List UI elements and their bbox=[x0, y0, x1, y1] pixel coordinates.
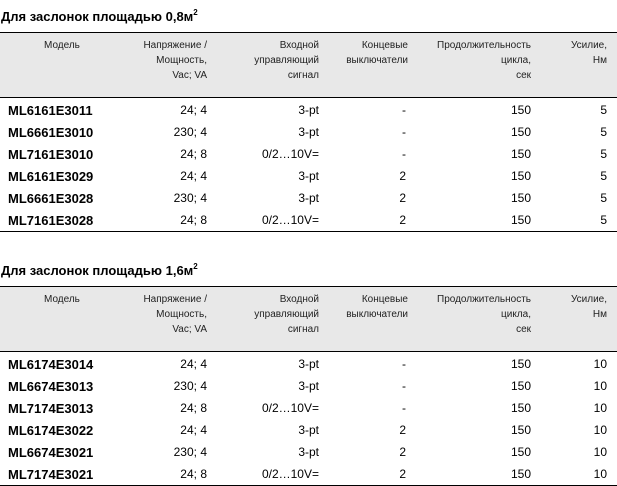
cell-model: ML7161E3028 bbox=[8, 213, 94, 228]
table-row bbox=[0, 375, 617, 397]
cell-duration: 150 bbox=[510, 169, 531, 183]
header-force: Усилие, Нм bbox=[570, 294, 607, 320]
cell-duration: 150 bbox=[510, 423, 531, 437]
cell-force: 5 bbox=[600, 213, 607, 227]
cell-force: 5 bbox=[600, 103, 607, 117]
table-body bbox=[0, 353, 617, 486]
cell-model: ML6674E3021 bbox=[8, 445, 94, 460]
table-header bbox=[0, 287, 617, 352]
cell-switches: - bbox=[402, 401, 406, 415]
table-row bbox=[0, 419, 617, 441]
table-row bbox=[0, 99, 617, 121]
table-row bbox=[0, 187, 617, 209]
cell-signal: 0/2…10V= bbox=[261, 147, 319, 161]
cell-duration: 150 bbox=[510, 445, 531, 459]
header-switches: Концевые выключатели bbox=[346, 40, 408, 66]
cell-duration: 150 bbox=[510, 103, 531, 117]
cell-signal: 3-pt bbox=[298, 379, 319, 393]
cell-model: ML7174E3021 bbox=[8, 467, 94, 482]
cell-force: 5 bbox=[600, 125, 607, 139]
cell-switches: - bbox=[402, 103, 406, 117]
cell-signal: 3-pt bbox=[298, 169, 319, 183]
header-switches: Концевые выключатели bbox=[346, 294, 408, 320]
cell-duration: 150 bbox=[510, 147, 531, 161]
cell-model: ML6174E3014 bbox=[8, 357, 94, 372]
cell-duration: 150 bbox=[510, 191, 531, 205]
cell-force: 10 bbox=[593, 379, 607, 393]
table-row bbox=[0, 165, 617, 187]
header-model: Модель bbox=[44, 40, 80, 51]
cell-switches: 2 bbox=[399, 423, 406, 437]
cell-voltage: 24; 8 bbox=[180, 467, 207, 481]
section-title: Для заслонок площадью $1,6м^2$ bbox=[1, 262, 198, 278]
cell-voltage: 230; 4 bbox=[173, 379, 207, 393]
cell-voltage: 24; 8 bbox=[180, 213, 207, 227]
cell-signal: 3-pt bbox=[298, 103, 319, 117]
cell-force: 10 bbox=[593, 357, 607, 371]
table-body bbox=[0, 99, 617, 232]
cell-model: ML6661E3010 bbox=[8, 125, 94, 140]
cell-voltage: 230; 4 bbox=[173, 125, 207, 139]
cell-force: 5 bbox=[600, 191, 607, 205]
header-voltage: Напряжение / Мощность, Vac; VA bbox=[143, 294, 207, 335]
cell-voltage: 24; 4 bbox=[180, 169, 207, 183]
cell-model: ML6161E3029 bbox=[8, 169, 94, 184]
cell-force: 5 bbox=[600, 169, 607, 183]
cell-switches: - bbox=[402, 147, 406, 161]
header-signal: Входной управляющий сигнал bbox=[254, 40, 319, 81]
cell-voltage: 24; 8 bbox=[180, 147, 207, 161]
cell-signal: 3-pt bbox=[298, 445, 319, 459]
cell-switches: 2 bbox=[399, 191, 406, 205]
cell-duration: 150 bbox=[510, 357, 531, 371]
header-model: Модель bbox=[44, 294, 80, 305]
cell-signal: 3-pt bbox=[298, 125, 319, 139]
cell-switches: 2 bbox=[399, 445, 406, 459]
cell-switches: 2 bbox=[399, 467, 406, 481]
spec-table bbox=[0, 286, 617, 486]
cell-duration: 150 bbox=[510, 125, 531, 139]
header-duration: Продолжительность цикла, сек bbox=[437, 294, 531, 335]
cell-force: 10 bbox=[593, 423, 607, 437]
cell-model: ML6661E3028 bbox=[8, 191, 94, 206]
spec-table bbox=[0, 32, 617, 232]
header-signal: Входной управляющий сигнал bbox=[254, 294, 319, 335]
table-header bbox=[0, 33, 617, 98]
header-duration: Продолжительность цикла, сек bbox=[437, 40, 531, 81]
cell-force: 10 bbox=[593, 467, 607, 481]
cell-signal: 0/2…10V= bbox=[261, 467, 319, 481]
table-row bbox=[0, 397, 617, 419]
cell-switches: - bbox=[402, 379, 406, 393]
cell-voltage: 230; 4 bbox=[173, 191, 207, 205]
cell-switches: 2 bbox=[399, 169, 406, 183]
cell-duration: 150 bbox=[510, 467, 531, 481]
cell-model: ML7161E3010 bbox=[8, 147, 94, 162]
cell-voltage: 24; 4 bbox=[180, 423, 207, 437]
cell-signal: 0/2…10V= bbox=[261, 213, 319, 227]
cell-duration: 150 bbox=[510, 213, 531, 227]
table-row bbox=[0, 353, 617, 375]
cell-force: 10 bbox=[593, 401, 607, 415]
header-voltage: Напряжение / Мощность, Vac; VA bbox=[143, 40, 207, 81]
cell-duration: 150 bbox=[510, 379, 531, 393]
section-title: Для заслонок площадью $0,8м^2$ bbox=[1, 8, 198, 24]
cell-duration: 150 bbox=[510, 401, 531, 415]
cell-voltage: 24; 4 bbox=[180, 103, 207, 117]
cell-model: ML6174E3022 bbox=[8, 423, 94, 438]
cell-voltage: 230; 4 bbox=[173, 445, 207, 459]
cell-signal: 3-pt bbox=[298, 357, 319, 371]
cell-signal: 3-pt bbox=[298, 423, 319, 437]
cell-switches: - bbox=[402, 357, 406, 371]
cell-voltage: 24; 4 bbox=[180, 357, 207, 371]
cell-voltage: 24; 8 bbox=[180, 401, 207, 415]
table-row bbox=[0, 209, 617, 232]
cell-model: ML6161E3011 bbox=[8, 103, 93, 118]
table-row bbox=[0, 441, 617, 463]
table-row bbox=[0, 143, 617, 165]
cell-signal: 0/2…10V= bbox=[261, 401, 319, 415]
table-row bbox=[0, 121, 617, 143]
cell-force: 5 bbox=[600, 147, 607, 161]
cell-switches: - bbox=[402, 125, 406, 139]
cell-model: ML7174E3013 bbox=[8, 401, 94, 416]
cell-force: 10 bbox=[593, 445, 607, 459]
cell-model: ML6674E3013 bbox=[8, 379, 94, 394]
header-force: Усилие, Нм bbox=[570, 40, 607, 66]
cell-switches: 2 bbox=[399, 213, 406, 227]
cell-signal: 3-pt bbox=[298, 191, 319, 205]
